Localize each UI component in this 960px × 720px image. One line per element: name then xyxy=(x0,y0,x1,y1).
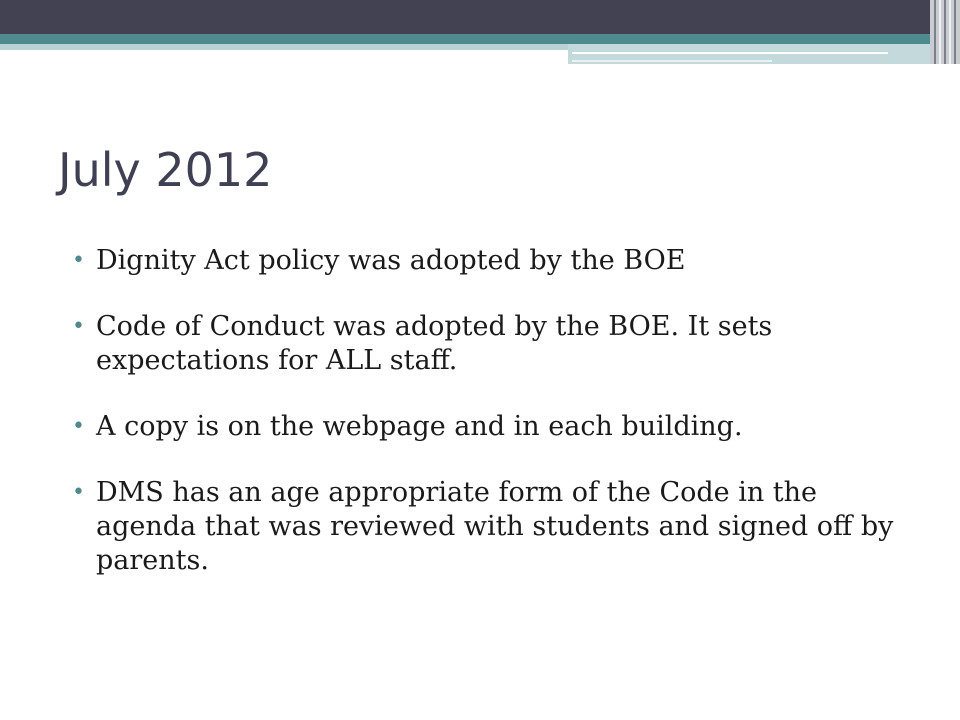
header-accent-line xyxy=(572,52,888,54)
header-teal-bar xyxy=(0,34,930,44)
header-light-bar-left xyxy=(0,44,568,50)
header-right-edge xyxy=(930,0,960,64)
edge-stripe xyxy=(954,0,956,64)
bullet-item: • A copy is on the webpage and in each building. xyxy=(72,410,912,444)
bullet-list xyxy=(72,244,912,610)
edge-stripe xyxy=(934,0,936,64)
header-accent-line-secondary xyxy=(572,60,772,62)
slide-title: July 2012 xyxy=(58,143,273,197)
bullet-item: • DMS has an age appropriate form of the Code in the agenda that was reviewed with students and signed off by parents. xyxy=(72,476,912,578)
edge-stripe xyxy=(944,0,946,64)
bullet-item: • Dignity Act policy was adopted by the BOE xyxy=(72,244,912,278)
bullet-item: • Code of Conduct was adopted by the BOE. It sets expectations for ALL staff. xyxy=(72,310,912,378)
edge-stripe xyxy=(939,0,941,64)
edge-stripe xyxy=(949,0,951,64)
header-dark-bar xyxy=(0,0,930,34)
